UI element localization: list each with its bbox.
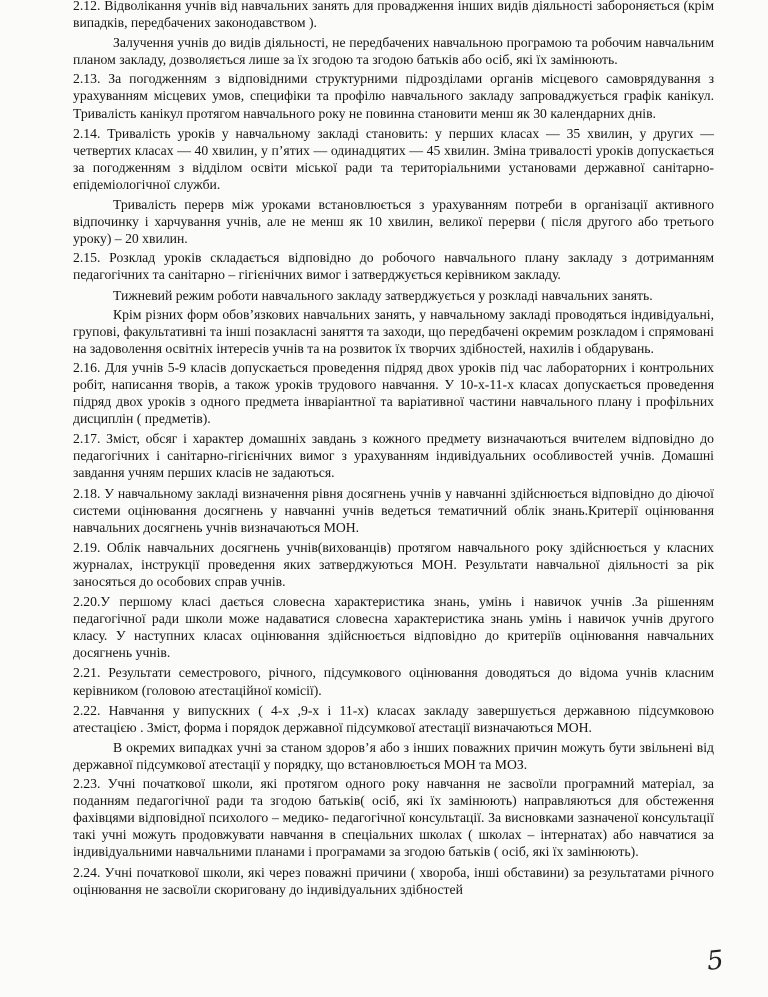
- paragraph: 2.18. У навчальному закладі визначення рівня досягнень учнів у навчанні здійснюється відповідно до діючої системи оцінювання досягнень у навчанні учнів ведеться тематичний облік знань.Критерії оцінювання навчальних досягнень учнів визначаються МОН.: [73, 485, 714, 535]
- paragraph: 2.13. За погодженням з відповідними структурними підрозділами органів місцевого самоврядування з урахуванням місцевих умов, специфіки та профілю навчального закладу запроваджується графік канікул. Тривалість канікул протягом навчального року не повинна становити менш як 30 календарних днів.: [73, 71, 714, 121]
- paragraph: 2.15. Розклад уроків складається відповідно до робочого навчального плану закладу з дотриманням педагогічних та санітарно – гігієнічних вимог і затверджується керівником закладу.: [73, 250, 714, 283]
- paragraph: Тижневий режим роботи навчального закладу затверджується у розкладі навчальних занять.: [113, 287, 653, 303]
- paragraph: 2.24. Учні початкової школи, які через поважні причини ( хвороба, інші обставини) за результатами річного оцінювання не засвоїли скориговану до індивідуальних здібностей: [73, 864, 714, 897]
- paragraph: 2.12. Відволікання учнів від навчальних занять для провадження інших видів діяльності забороняється (крім випадків, передбачених законодавством ).: [73, 0, 714, 31]
- paragraph: 2.22. Навчання у випускних ( 4-х ,9-х і 11-х) класах закладу завершується державною підсумковою атестацією . Зміст, форма і порядок державної підсумкової атестації визначаються МОН.: [73, 702, 714, 735]
- document-body: [73, 0, 714, 898]
- paragraph: Тривалість перерв між уроками встановлюється з урахуванням потреби в організації активного відпочинку і харчування учнів, але не менш як 10 хвилин, великої перерви ( після другого або третього уроку) – 20 хвилин.: [73, 197, 714, 247]
- paragraph: 2.17. Зміст, обсяг і характер домашніх завдань з кожного предмету визначаються вчителем відповідно до педагогічних і санітарно-гігієнічних вимог з урахуванням індивідуальних особливостей учнів. Домашні завдання учням перших класів не задаються.: [73, 431, 714, 481]
- paragraph: 2.19. Облік навчальних досягнень учнів(вихованців) протягом навчального року здійснюється у класних журналах, інструкції проведення яких затверджуються МОН. Результати навчальної діяльності за рік заносяться до особових справ учнів.: [73, 539, 714, 589]
- paragraph: 2.20.У першому класі дається словесна характеристика знань, умінь і навичок учнів .За рішенням педагогічної ради школи може надаватися словесна характеристика знань умінь і навичок учнів другого класу. У наступних класах оцінювання здійснюється відповідно до критеріїв оцінювання навчальних досягнень учнів.: [73, 594, 714, 661]
- paragraph: Залучення учнів до видів діяльності, не передбачених навчальною програмою та робочим навчальним планом закладу, дозволяється лише за їх згодою та згодою батьків або осіб, які їх замінюють.: [73, 35, 714, 68]
- paragraph: 2.14. Тривалість уроків у навчальному закладі становить: у перших класах — 35 хвилин, у других — четвертих класах — 40 хвилин, у п’ятих — одинадцятих — 45 хвилин. Зміна тривалості уроків допускається за погодженням з відділом освіти міської ради та територіальними установами державної санітарно-епідеміологічної служби.: [73, 125, 714, 192]
- paragraph: В окремих випадках учні за станом здоров’я або з інших поважних причин можуть бути звільнені від державної підсумкової атестації у порядку, що встановлюється МОН та МОЗ.: [73, 739, 714, 772]
- paragraph: 2.16. Для учнів 5-9 класів допускається проведення підряд двох уроків під час лабораторних і контрольних робіт, написання творів, а також уроків трудового навчання. У 10-х-11-х класах допускається проведення підряд двох уроків з одного предмета інваріантної та варіативної частини навчального плану і профільних дисциплін ( предметів).: [73, 359, 714, 427]
- paragraph: Крім різних форм обов’язкових навчальних занять, у навчальному закладі проводяться індивідуальні, групові, факультативні та інші позакласні заняття та заходи, що передбачені окремим розкладом і спрямовані на задоволення освітніх інтересів учнів та на розвиток їх творчих здібностей, нахилів і обдарувань.: [73, 306, 714, 356]
- paragraph: 2.23. Учні початкової школи, які протягом одного року навчання не засвоїли програмний матеріал, за поданням педагогічної ради та згодою батьків( осіб, які їх замінюють) направляються для обстеження фахівцями відповідної психолого – медико- педагогічної консультації. За висновками зазначеної консультації такі учні можуть продовжувати навчання в спеціальних школах ( школах – інтернатах) або навчатися за індивідуальними навчальними планами і програмами за згодою батьків ( осіб, які їх замінюють).: [73, 776, 714, 860]
- paragraph: 2.21. Результати семестрового, річного, підсумкового оцінювання доводяться до відома учнів класним керівником (головою атестаційної комісії).: [73, 665, 714, 698]
- page-number: 5: [705, 945, 726, 977]
